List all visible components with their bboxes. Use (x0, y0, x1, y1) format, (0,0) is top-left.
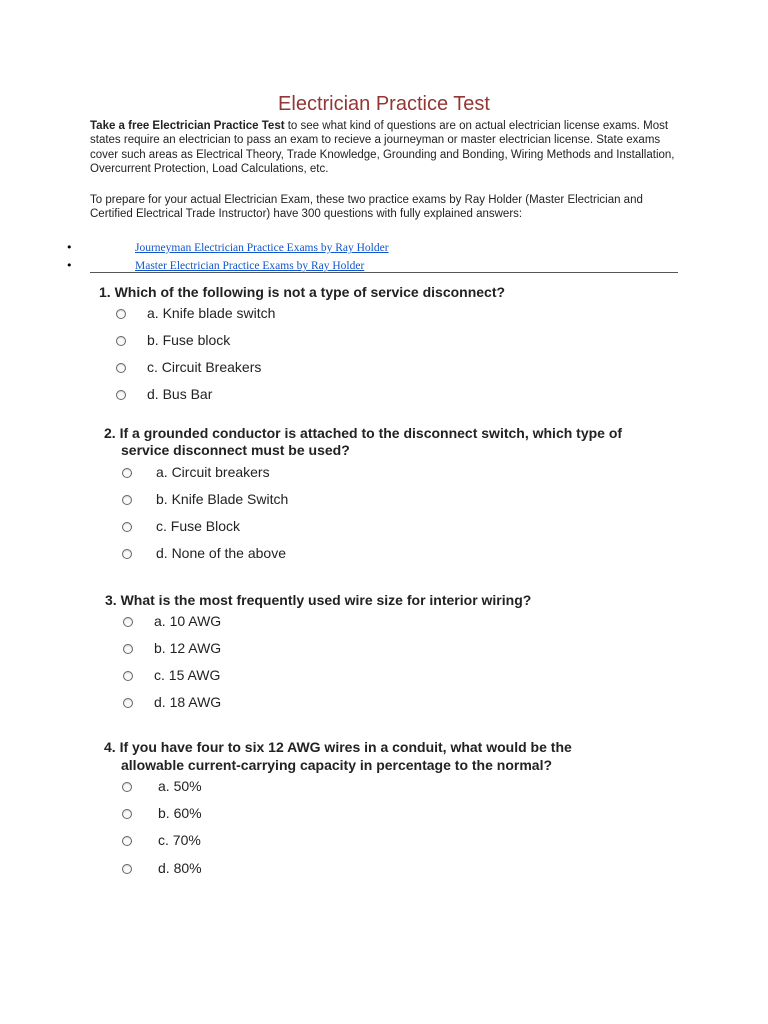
master-exams-link[interactable]: Master Electrician Practice Exams by Ray Holder (135, 260, 365, 272)
journeyman-exams-link[interactable]: Journeyman Electrician Practice Exams by Ray Holder (135, 242, 389, 254)
bullet-icon: • (66, 259, 73, 272)
question-4-line-2: allowable current-carrying capacity in percentage to the normal? (121, 757, 553, 773)
question-number: 4. (104, 739, 116, 755)
radio-button[interactable] (116, 336, 126, 346)
question-4 (104, 738, 572, 756)
option-label: a. Knife blade switch (147, 305, 276, 321)
question-number: 1. (99, 284, 111, 300)
radio-button[interactable] (123, 671, 133, 681)
radio-button[interactable] (122, 782, 132, 792)
question-text: What is the most frequently used wire size for interior wiring? (120, 592, 532, 608)
radio-button[interactable] (116, 390, 126, 400)
radio-button[interactable] (122, 864, 132, 874)
question-text: If you have four to six 12 AWG wires in a conduit, what would be the (119, 739, 572, 755)
radio-button[interactable] (123, 617, 133, 627)
radio-button[interactable] (123, 698, 133, 708)
option-label: c. Fuse Block (156, 518, 241, 534)
option-label: b. Fuse block (147, 332, 231, 348)
intro-text: to see what kind of questions are on actual electrician license exams. Most states require an electrician to pass an exam to recieve a journeyman or master electrician license. State exams cover such areas as Electrical Theory, Trade Knowledge, Grounding and Bonding, Wiring Methods and Installation, Overcurrent Protection, Load Calculations, etc. (90, 120, 675, 176)
radio-button[interactable] (116, 309, 126, 319)
divider (90, 272, 678, 273)
list-item (0, 240, 768, 258)
radio-button[interactable] (122, 549, 132, 559)
option-label: a. 50% (158, 778, 202, 794)
radio-button[interactable] (122, 495, 132, 505)
intro-bold-lead: Take a free Electrician Practice Test (90, 120, 285, 132)
option-label: a. 10 AWG (154, 613, 222, 629)
intro-paragraph (90, 119, 680, 177)
exam-links-list (0, 240, 768, 276)
question-text: Which of the following is not a type of service disconnect? (114, 284, 506, 300)
page-title: Electrician Practice Test (278, 93, 490, 115)
option-label: a. Circuit breakers (156, 464, 270, 480)
question-2-line-2: service disconnect must be used? (121, 442, 350, 458)
question-number: 2. (104, 425, 116, 441)
option-label: d. Bus Bar (147, 386, 213, 402)
bullet-icon: • (66, 241, 73, 254)
option-label: d. 80% (158, 860, 202, 876)
question-3 (105, 591, 531, 609)
radio-button[interactable] (123, 644, 133, 654)
option-label: c. Circuit Breakers (147, 359, 262, 375)
radio-button[interactable] (116, 363, 126, 373)
option-label: c. 15 AWG (154, 667, 221, 683)
question-number: 3. (105, 592, 117, 608)
list-item (0, 258, 768, 276)
radio-button[interactable] (122, 522, 132, 532)
option-label: b. 60% (158, 805, 202, 821)
question-2 (104, 424, 622, 442)
radio-button[interactable] (122, 836, 132, 846)
question-1 (99, 283, 505, 301)
option-label: c. 70% (158, 832, 201, 848)
option-label: d. 18 AWG (154, 694, 222, 710)
prep-paragraph: To prepare for your actual Electrician Exam, these two practice exams by Ray Holder (Master Electrician and Certified Electrical Trade Instructor) have 300 questions with fully explained answers: (90, 194, 643, 221)
question-text: If a grounded conductor is attached to the disconnect switch, which type of (119, 425, 623, 441)
radio-button[interactable] (122, 468, 132, 478)
option-label: b. Knife Blade Switch (156, 491, 289, 507)
radio-button[interactable] (122, 809, 132, 819)
option-label: d. None of the above (156, 545, 286, 561)
option-label: b. 12 AWG (154, 640, 222, 656)
